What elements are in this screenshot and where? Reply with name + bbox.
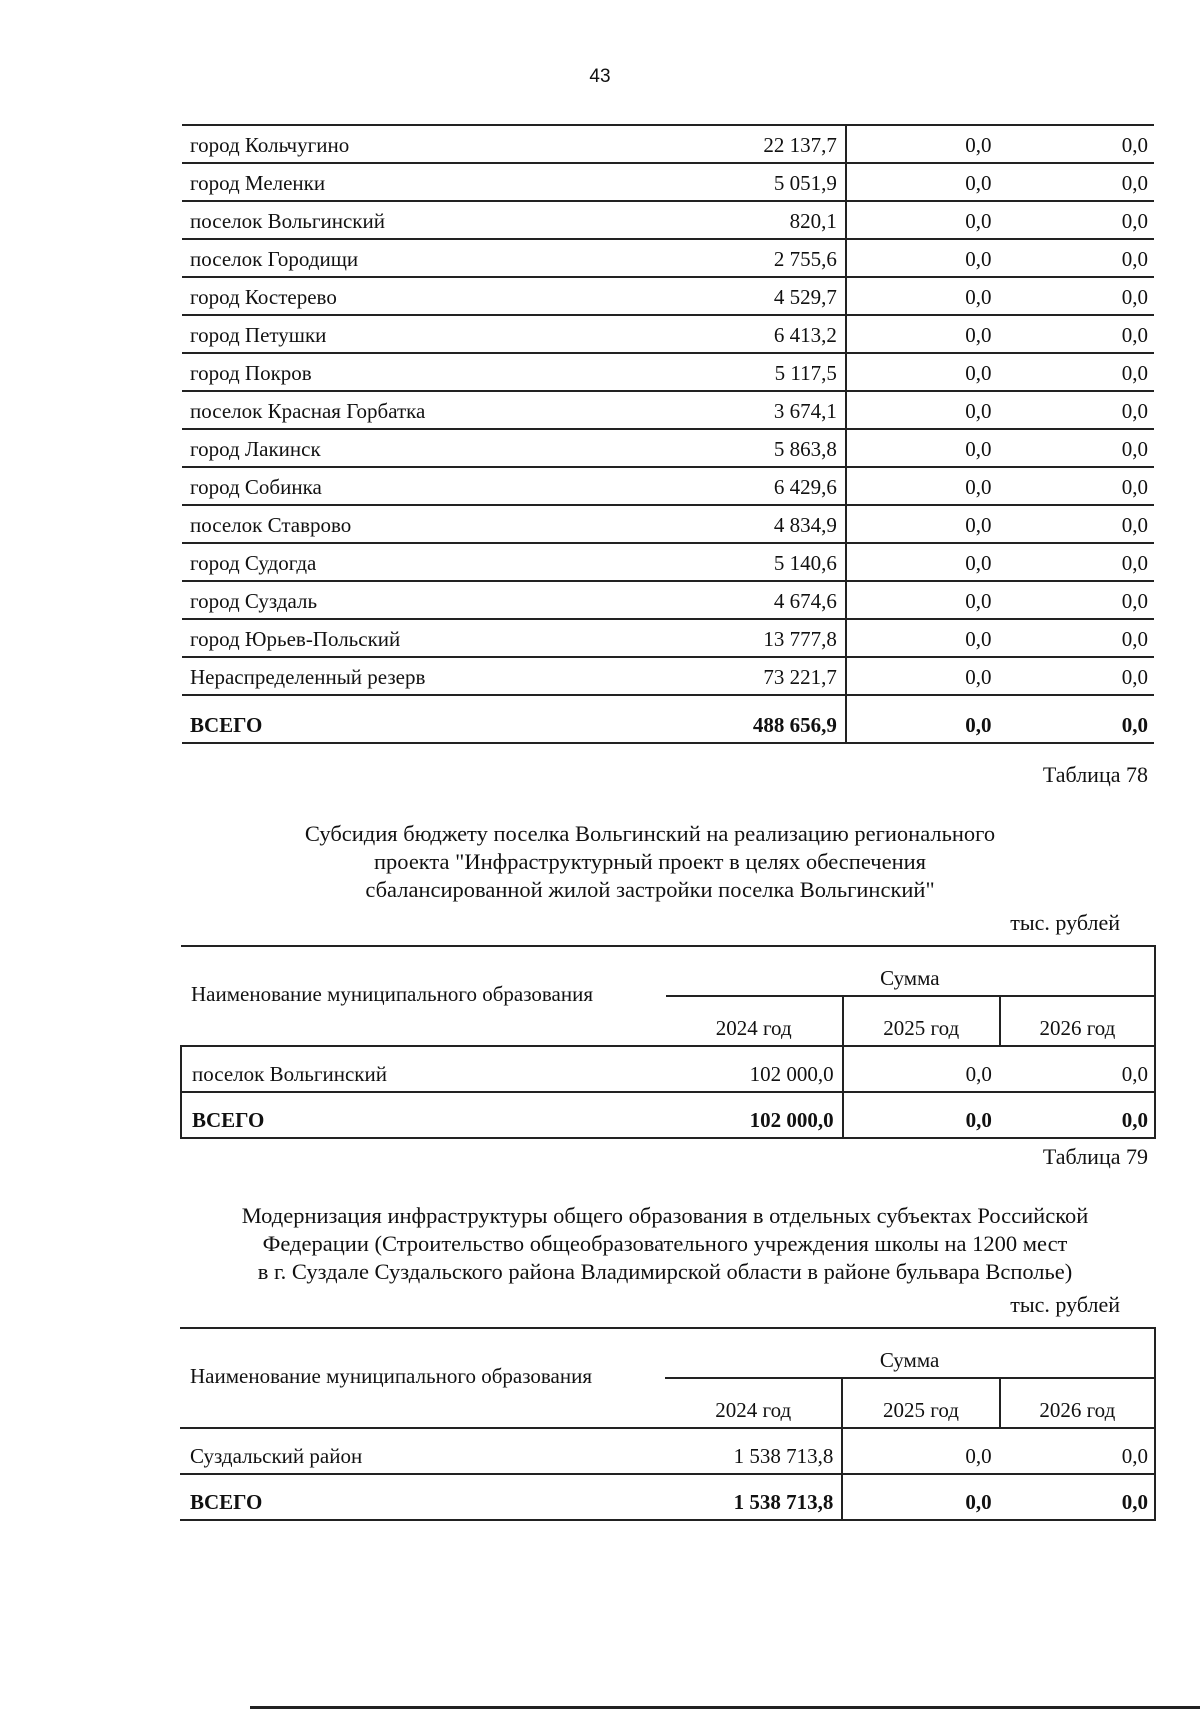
row-2024: 102 000,0	[666, 1046, 843, 1092]
table-row	[182, 315, 1154, 353]
row-name: город Петушки	[182, 315, 657, 353]
row-name: город Костерево	[182, 277, 657, 315]
caption-line: проекта "Инфраструктурный проект в целях обеспечения	[374, 849, 926, 874]
row-2024: 13 777,8	[657, 619, 846, 657]
row-name: город Судогда	[182, 543, 657, 581]
row-name: город Лакинск	[182, 429, 657, 467]
total-2025: 0,0	[846, 695, 998, 743]
header-year-2024: 2024 год	[665, 1378, 842, 1428]
allocation-table	[182, 124, 1154, 744]
row-2025: 0,0	[846, 467, 998, 505]
header-year-2026: 2026 год	[1000, 996, 1155, 1046]
row-2026: 0,0	[998, 315, 1154, 353]
row-2026: 0,0	[998, 657, 1154, 695]
row-name: поселок Ставрово	[182, 505, 657, 543]
row-2024: 5 051,9	[657, 163, 846, 201]
caption-line: Модернизация инфраструктуры общего образования в отдельных субъектах Российской	[241, 1203, 1089, 1228]
row-2025: 0,0	[842, 1428, 999, 1474]
table-row	[182, 657, 1154, 695]
caption-line: Федерации (Строительство общеобразовательного учреждения школы на 1200 мест	[262, 1231, 1068, 1256]
header-year-2025: 2025 год	[843, 996, 1000, 1046]
row-2025: 0,0	[846, 277, 998, 315]
row-2024: 4 674,6	[657, 581, 846, 619]
header-year-2024: 2024 год	[666, 996, 843, 1046]
row-2024: 73 221,7	[657, 657, 846, 695]
row-2026: 0,0	[998, 543, 1154, 581]
table-row	[182, 505, 1154, 543]
table-row	[182, 581, 1154, 619]
row-name: Нераспределенный резерв	[182, 657, 657, 695]
table-79-units: тыс. рублей	[1010, 1292, 1120, 1317]
total-2025: 0,0	[843, 1092, 1000, 1138]
row-2024: 4 834,9	[657, 505, 846, 543]
total-2024: 102 000,0	[666, 1092, 843, 1138]
total-label: ВСЕГО	[180, 1474, 665, 1520]
total-2026: 0,0	[1000, 1474, 1155, 1520]
row-2026: 0,0	[998, 239, 1154, 277]
row-2024: 5 863,8	[657, 429, 846, 467]
row-2024: 2 755,6	[657, 239, 846, 277]
table-row	[182, 201, 1154, 239]
table-78	[180, 945, 1156, 1139]
row-name: Суздальский район	[180, 1428, 665, 1474]
row-2025: 0,0	[846, 505, 998, 543]
row-2026: 0,0	[1000, 1428, 1155, 1474]
table-79-caption	[180, 1202, 1150, 1286]
row-2026: 0,0	[998, 125, 1154, 163]
footer-divider	[250, 1706, 1200, 1709]
total-2026: 0,0	[998, 695, 1154, 743]
table-row	[182, 277, 1154, 315]
row-2024: 3 674,1	[657, 391, 846, 429]
header-name: Наименование муниципального образования	[181, 946, 666, 1046]
table-78-caption	[250, 820, 1050, 904]
row-2026: 0,0	[998, 201, 1154, 239]
row-2024: 6 413,2	[657, 315, 846, 353]
table-row	[180, 1428, 1155, 1474]
row-2025: 0,0	[846, 543, 998, 581]
table-79-number: Таблица 79	[1042, 1144, 1148, 1169]
row-name: город Суздаль	[182, 581, 657, 619]
page-number: 43	[589, 66, 611, 87]
row-2026: 0,0	[998, 163, 1154, 201]
row-2026: 0,0	[998, 619, 1154, 657]
row-2026: 0,0	[998, 391, 1154, 429]
table-row	[182, 429, 1154, 467]
row-2026: 0,0	[998, 353, 1154, 391]
table-row	[182, 125, 1154, 163]
table-78-number: Таблица 78	[1042, 762, 1148, 787]
total-2026: 0,0	[1000, 1092, 1155, 1138]
table-row	[182, 391, 1154, 429]
table-row	[182, 163, 1154, 201]
total-2024: 1 538 713,8	[665, 1474, 842, 1520]
row-name: поселок Вольгинский	[182, 201, 657, 239]
allocation-table-body	[182, 125, 1154, 743]
row-2024: 4 529,7	[657, 277, 846, 315]
table-row	[181, 1046, 1155, 1092]
row-2025: 0,0	[846, 619, 998, 657]
row-2025: 0,0	[846, 315, 998, 353]
row-name: город Юрьев-Польский	[182, 619, 657, 657]
row-2024: 22 137,7	[657, 125, 846, 163]
row-name: поселок Городищи	[182, 239, 657, 277]
header-sum: Сумма	[666, 946, 1155, 996]
row-2025: 0,0	[846, 201, 998, 239]
header-name: Наименование муниципального образования	[180, 1328, 665, 1428]
total-row	[181, 1092, 1155, 1138]
total-2025: 0,0	[842, 1474, 999, 1520]
total-name: ВСЕГО	[182, 695, 657, 743]
row-2025: 0,0	[846, 239, 998, 277]
caption-line: Субсидия бюджету поселка Вольгинский на реализацию регионального	[304, 821, 996, 846]
row-name: город Меленки	[182, 163, 657, 201]
row-2025: 0,0	[846, 429, 998, 467]
row-2024: 6 429,6	[657, 467, 846, 505]
row-name: поселок Красная Горбатка	[182, 391, 657, 429]
row-2026: 0,0	[998, 277, 1154, 315]
row-2025: 0,0	[846, 125, 998, 163]
header-year-2026: 2026 год	[1000, 1378, 1155, 1428]
table-78-units: тыс. рублей	[1010, 910, 1120, 935]
table-79	[180, 1327, 1156, 1521]
row-2024: 820,1	[657, 201, 846, 239]
row-2025: 0,0	[843, 1046, 1000, 1092]
row-name: город Покров	[182, 353, 657, 391]
row-2025: 0,0	[846, 581, 998, 619]
total-row	[180, 1474, 1155, 1520]
caption-line: сбалансированной жилой застройки поселка Вольгинский"	[365, 877, 935, 902]
row-2026: 0,0	[998, 505, 1154, 543]
row-2024: 1 538 713,8	[665, 1428, 842, 1474]
row-2024: 5 140,6	[657, 543, 846, 581]
row-2026: 0,0	[998, 467, 1154, 505]
header-sum: Сумма	[665, 1328, 1155, 1378]
row-2025: 0,0	[846, 163, 998, 201]
total-row	[182, 695, 1154, 743]
caption-line: в г. Суздале Суздальского района Владимирской области в районе бульвара Всполье)	[257, 1259, 1073, 1284]
table-row	[182, 239, 1154, 277]
row-2026: 0,0	[998, 581, 1154, 619]
row-2025: 0,0	[846, 353, 998, 391]
row-2025: 0,0	[846, 391, 998, 429]
row-2024: 5 117,5	[657, 353, 846, 391]
row-name: город Собинка	[182, 467, 657, 505]
table-row	[182, 353, 1154, 391]
row-2026: 0,0	[998, 429, 1154, 467]
header-year-2025: 2025 год	[842, 1378, 999, 1428]
row-2026: 0,0	[1000, 1046, 1155, 1092]
total-label: ВСЕГО	[181, 1092, 666, 1138]
table-row	[182, 619, 1154, 657]
row-name: поселок Вольгинский	[181, 1046, 666, 1092]
row-2025: 0,0	[846, 657, 998, 695]
row-name: город Кольчугино	[182, 125, 657, 163]
table-row	[182, 467, 1154, 505]
table-row	[182, 543, 1154, 581]
total-2024: 488 656,9	[657, 695, 846, 743]
